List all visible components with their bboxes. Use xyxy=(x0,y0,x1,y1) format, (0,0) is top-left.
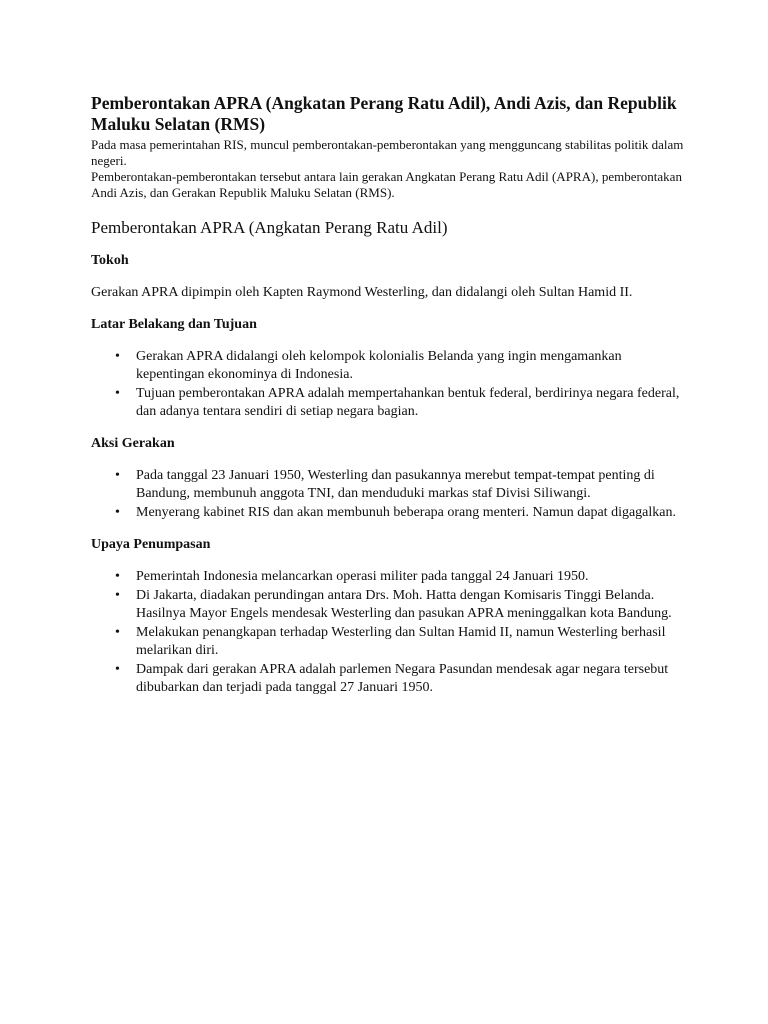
intro-paragraph-2: Pemberontakan-pemberontakan tersebut antara lain gerakan Angkatan Perang Ratu Adil (APRA), pemberontakan Andi Azis, dan Gerakan Republik Maluku Selatan (RMS). xyxy=(91,169,682,200)
intro-paragraph-1: Pada masa pemerintahan RIS, muncul pemberontakan-pemberontakan yang mengguncang stabilitas politik dalam negeri. xyxy=(91,137,684,168)
heading-tokoh: Tokoh xyxy=(91,253,129,268)
section-title-apra: Pemberontakan APRA (Angkatan Perang Ratu Adil) xyxy=(91,218,448,237)
tokoh-text: Gerakan APRA dipimpin oleh Kapten Raymond Westerling, dan didalangi oleh Sultan Hamid II. xyxy=(91,285,633,300)
list-item: • Di Jakarta, diadakan perundingan antara Drs. Moh. Hatta dengan Komisaris Tinggi Belanda. Hasilnya Mayor Engels mendesak Westerling dan pasukan APRA meninggalkan kota Bandung. xyxy=(136,587,691,623)
heading-upaya-penumpasan: Upaya Penumpasan xyxy=(91,537,211,552)
aksi-list xyxy=(91,467,691,522)
latar-list xyxy=(91,348,691,421)
list-item: • Gerakan APRA didalangi oleh kelompok kolonialis Belanda yang ingin mengamankan kepentingan ekonominya di Indonesia. xyxy=(136,348,691,384)
list-item: • Dampak dari gerakan APRA adalah parlemen Negara Pasundan mendesak agar negara tersebut dibubarkan dan terjadi pada tanggal 27 Januari 1950. xyxy=(136,661,691,697)
upaya-list xyxy=(91,568,691,697)
heading-aksi-gerakan: Aksi Gerakan xyxy=(91,436,175,451)
intro-block xyxy=(91,137,691,201)
list-item: • Pada tanggal 23 Januari 1950, Westerling dan pasukannya merebut tempat-tempat penting di Bandung, membunuh anggota TNI, dan menduduki markas staf Divisi Siliwangi. xyxy=(136,467,691,503)
document-page xyxy=(91,93,691,698)
document-title: Pemberontakan APRA (Angkatan Perang Ratu Adil), Andi Azis, dan Republik Maluku Selatan (RMS) xyxy=(91,93,677,134)
heading-latar-belakang: Latar Belakang dan Tujuan xyxy=(91,317,257,332)
list-item: • Pemerintah Indonesia melancarkan operasi militer pada tanggal 24 Januari 1950. xyxy=(136,568,691,586)
list-item: • Melakukan penangkapan terhadap Westerling dan Sultan Hamid II, namun Westerling berhasil melarikan diri. xyxy=(136,624,691,660)
list-item: • Menyerang kabinet RIS dan akan membunuh beberapa orang menteri. Namun dapat digagalkan. xyxy=(136,504,691,522)
list-item: • Tujuan pemberontakan APRA adalah mempertahankan bentuk federal, berdirinya negara federal, dan adanya tentara sendiri di setiap negara bagian. xyxy=(136,385,691,421)
